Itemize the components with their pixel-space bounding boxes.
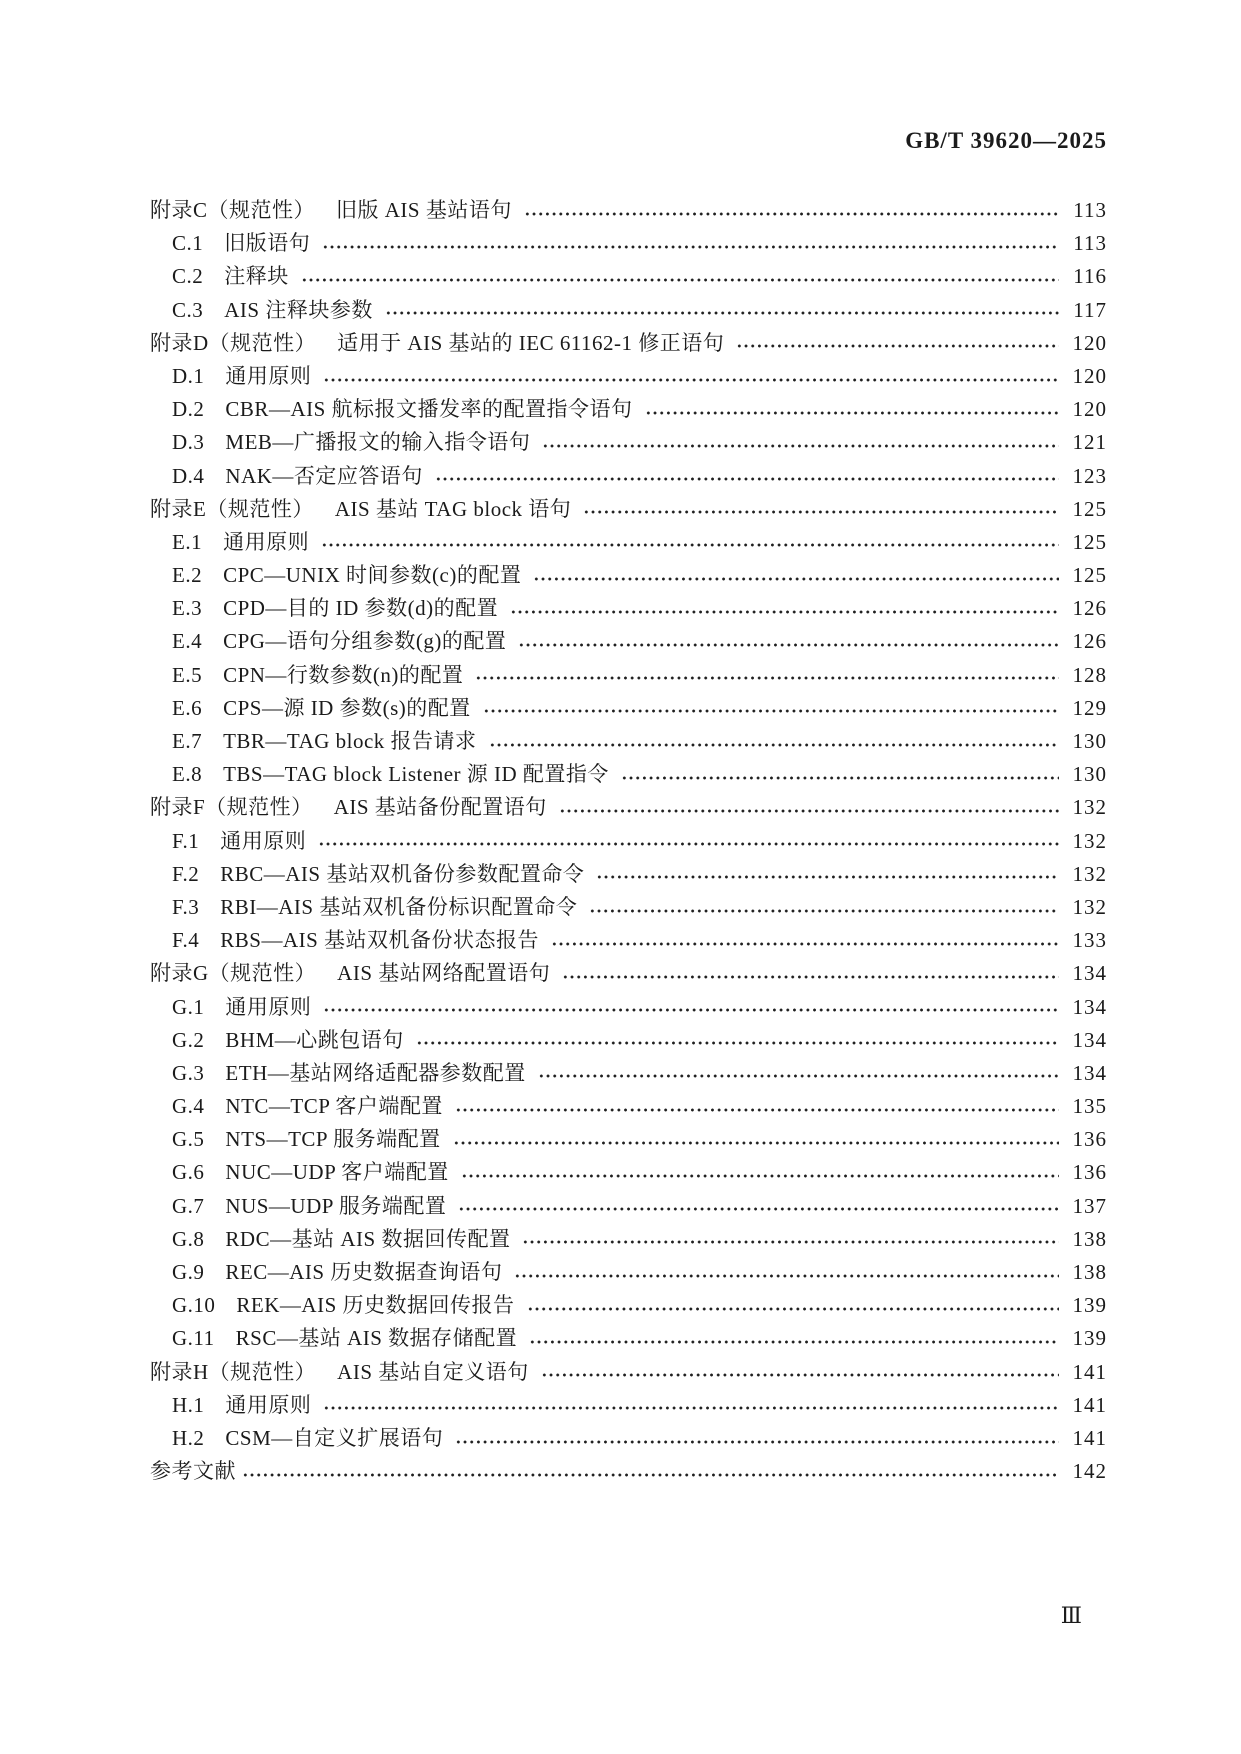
toc-entry-page: 125: [1072, 496, 1107, 521]
toc-entry-page: 139: [1072, 1293, 1107, 1318]
toc-entry-number: C.1: [172, 231, 204, 256]
toc-entry-title: AIS 注释块参数: [224, 297, 373, 322]
dot-leader: [538, 1072, 1059, 1080]
toc-entry: [150, 1356, 1107, 1389]
toc-entry-title: 通用原则: [225, 994, 312, 1019]
toc-entry-page: 126: [1072, 629, 1107, 654]
toc-entry: [150, 227, 1107, 260]
toc-entry: [150, 957, 1107, 990]
toc-entry-title: AIS 基站网络配置语句: [337, 961, 551, 986]
toc-entry: [150, 1455, 1107, 1488]
toc-entry-number: 附录F（规范性）: [150, 795, 313, 820]
toc-entry-page: 113: [1073, 231, 1107, 256]
dot-leader: [458, 1205, 1059, 1213]
toc-entry: [150, 1057, 1107, 1090]
toc-entry-number: D.4: [172, 463, 205, 488]
dot-leader: [301, 276, 1059, 284]
toc-entry-title: RBI—AIS 基站双机备份标识配置命令: [220, 894, 578, 919]
toc-entry-number: E.2: [172, 563, 203, 588]
toc-entry-number: F.1: [172, 828, 200, 853]
toc-entry: [150, 393, 1107, 426]
toc-entry-page: 134: [1072, 994, 1107, 1019]
dot-leader: [514, 1272, 1059, 1280]
dot-leader: [322, 243, 1059, 251]
toc-entry-page: 132: [1072, 894, 1107, 919]
toc-entry-number: G.11: [172, 1326, 215, 1351]
toc-entry-title: REK—AIS 历史数据回传报告: [236, 1293, 515, 1318]
toc-entry-title: CPG—语句分组参数(g)的配置: [223, 629, 507, 654]
toc-entry-page: 141: [1072, 1392, 1107, 1417]
toc-entry: [150, 858, 1107, 891]
toc-entry-number: E.3: [172, 596, 203, 621]
toc-entry-title: 注释块: [224, 264, 289, 289]
toc-entry: [150, 1422, 1107, 1455]
toc-entry-page: 135: [1072, 1094, 1107, 1119]
toc-entry: [150, 1289, 1107, 1322]
toc-entry-page: 132: [1072, 795, 1107, 820]
toc-entry-title: MEB—广播报文的输入指令语句: [225, 430, 531, 455]
toc-entry-page: 126: [1072, 596, 1107, 621]
dot-leader: [323, 1006, 1059, 1014]
toc-entry-title: RDC—基站 AIS 数据回传配置: [225, 1226, 511, 1251]
dot-leader: [518, 641, 1059, 649]
toc-entry-page: 133: [1072, 928, 1107, 953]
dot-leader: [489, 741, 1059, 749]
dot-leader: [483, 707, 1059, 715]
toc-entry-page: 136: [1072, 1160, 1107, 1185]
toc-entry: [150, 526, 1107, 559]
toc-entry: [150, 924, 1107, 957]
toc-entry-title: AIS 基站备份配置语句: [333, 795, 547, 820]
toc-entry: [150, 991, 1107, 1024]
toc-entry-page: 141: [1072, 1425, 1107, 1450]
dot-leader: [589, 907, 1059, 915]
toc-entry: [150, 559, 1107, 592]
toc-entry-number: G.3: [172, 1060, 205, 1085]
toc-entry-page: 123: [1072, 463, 1107, 488]
toc-entry: [150, 1123, 1107, 1156]
toc-entry-title: 适用于 AIS 基站的 IEC 61162-1 修正语句: [337, 330, 725, 355]
toc-entry-title: 通用原则: [225, 1392, 312, 1417]
toc-entry-title: RSC—基站 AIS 数据存储配置: [235, 1326, 518, 1351]
toc-entry-title: 旧版语句: [224, 231, 311, 256]
toc-entry: [150, 1190, 1107, 1223]
toc-entry-title: RBC—AIS 基站双机备份参数配置命令: [220, 861, 585, 886]
toc-entry-page: 130: [1072, 729, 1107, 753]
toc-entry-page: 132: [1072, 828, 1107, 853]
toc-entry: [150, 625, 1107, 658]
dot-leader: [562, 973, 1059, 981]
toc-entry-title: ETH—基站网络适配器参数配置: [225, 1060, 526, 1085]
toc-entry-title: CBR—AIS 航标报文播发率的配置指令语句: [225, 397, 633, 422]
dot-leader: [541, 1371, 1059, 1379]
toc-entry-page: 142: [1072, 1459, 1107, 1484]
dot-leader: [533, 575, 1059, 583]
toc-entry-page: 120: [1072, 363, 1107, 388]
toc-entry: [150, 758, 1107, 791]
toc-entry-page: 136: [1072, 1127, 1107, 1152]
dot-leader: [321, 541, 1059, 549]
dot-leader: [583, 508, 1059, 516]
dot-leader: [416, 1039, 1059, 1047]
toc-entry-number: C.2: [172, 264, 204, 289]
toc-entry-number: C.3: [172, 297, 204, 322]
toc-entry-page: 141: [1072, 1359, 1107, 1384]
toc-entry-number: G.1: [172, 994, 205, 1019]
toc-entry: [150, 825, 1107, 858]
toc-entry-page: 113: [1073, 198, 1107, 222]
dot-leader: [455, 1106, 1059, 1114]
toc-entry-page: 128: [1072, 662, 1107, 687]
toc-entry-number: E.1: [172, 529, 203, 554]
toc-entry-number: E.6: [172, 695, 203, 720]
dot-leader: [524, 210, 1059, 218]
toc-entry-number: G.4: [172, 1094, 205, 1119]
toc-entry-number: G.9: [172, 1260, 205, 1284]
toc-entry-number: 附录G（规范性）: [150, 961, 317, 986]
toc-entry-title: NTC—TCP 客户端配置: [225, 1094, 443, 1119]
toc-entry-title: 通用原则: [225, 363, 312, 388]
toc-entry-number: E.4: [172, 629, 203, 654]
toc-entry-title: CPC—UNIX 时间参数(c)的配置: [223, 563, 522, 588]
toc-entry-page: 116: [1073, 264, 1107, 289]
dot-leader: [551, 940, 1059, 948]
toc-entry-title: NTS—TCP 服务端配置: [225, 1127, 441, 1152]
toc-entry-number: 附录H（规范性）: [150, 1359, 317, 1384]
dot-leader: [242, 1471, 1059, 1479]
toc-entry-number: G.5: [172, 1127, 205, 1152]
toc-entry-number: H.2: [172, 1425, 205, 1450]
dot-leader: [596, 873, 1059, 881]
toc-entry-title: RBS—AIS 基站双机备份状态报告: [220, 928, 540, 953]
standard-code-header: GB/T 39620—2025: [905, 128, 1107, 153]
toc-entry-page: 134: [1072, 1027, 1107, 1052]
toc-entry-page: 120: [1072, 330, 1107, 355]
dot-leader: [435, 475, 1059, 483]
dot-leader: [510, 608, 1059, 616]
dot-leader: [323, 376, 1059, 384]
toc-entry-title: CPD—目的 ID 参数(d)的配置: [223, 596, 499, 621]
toc-entry-number: F.3: [172, 894, 200, 919]
toc-entry-number: G.2: [172, 1027, 205, 1052]
toc-entry-title: NUS—UDP 服务端配置: [225, 1193, 447, 1218]
toc-list: [150, 194, 1107, 1488]
dot-leader: [621, 774, 1059, 782]
toc-entry-title: TBR—TAG block 报告请求: [223, 729, 477, 753]
dot-leader: [529, 1338, 1059, 1346]
toc-entry-title: CPN—行数参数(n)的配置: [223, 662, 464, 687]
toc-entry-number: F.4: [172, 928, 200, 953]
toc-entry-number: 附录D（规范性）: [150, 330, 317, 355]
toc-entry: [150, 791, 1107, 824]
dot-leader: [542, 442, 1059, 450]
toc-entry: [150, 725, 1107, 758]
toc-entry-page: 132: [1072, 861, 1107, 886]
toc-entry-page: 137: [1072, 1193, 1107, 1218]
page-number-folio: Ⅲ: [1060, 1604, 1082, 1629]
toc-entry-number: 附录E（规范性）: [150, 496, 314, 521]
toc-entry: [150, 260, 1107, 293]
dot-leader: [323, 1404, 1059, 1412]
toc-entry-page: 134: [1072, 961, 1107, 986]
toc-entry: [150, 294, 1107, 327]
toc-entry-page: 139: [1072, 1326, 1107, 1351]
dot-leader: [645, 409, 1059, 417]
toc-entry-number: D.2: [172, 397, 205, 422]
toc-entry-page: 117: [1073, 297, 1107, 322]
toc-entry-number: E.7: [172, 729, 203, 753]
toc-entry-page: 138: [1072, 1260, 1107, 1284]
toc-entry-title: NAK—否定应答语句: [225, 463, 423, 488]
toc-entry: [150, 1090, 1107, 1123]
toc-entry: [150, 360, 1107, 393]
toc-entry: [150, 1389, 1107, 1422]
dot-leader: [475, 674, 1059, 682]
toc-entry-title: 旧版 AIS 基站语句: [336, 198, 512, 222]
toc-entry-title: CSM—自定义扩展语句: [225, 1425, 444, 1450]
toc-entry: [150, 493, 1107, 526]
toc-entry: [150, 692, 1107, 725]
toc-entry-title: 参考文献: [150, 1459, 236, 1484]
toc-entry: [150, 1322, 1107, 1355]
toc-entry-number: G.8: [172, 1226, 205, 1251]
toc-entry: [150, 327, 1107, 360]
toc-entry-title: NUC—UDP 客户端配置: [225, 1160, 449, 1185]
toc-entry-page: 121: [1072, 430, 1107, 455]
toc-entry-title: BHM—心跳包语句: [225, 1027, 404, 1052]
dot-leader: [453, 1139, 1059, 1147]
dot-leader: [736, 342, 1059, 350]
dot-leader: [385, 309, 1059, 317]
toc-entry-page: 130: [1072, 762, 1107, 787]
toc-entry-title: AIS 基站自定义语句: [337, 1359, 529, 1384]
toc-entry: [150, 1156, 1107, 1189]
toc-entry-title: TBS—TAG block Listener 源 ID 配置指令: [223, 762, 609, 787]
toc-entry-number: G.7: [172, 1193, 205, 1218]
toc-entry-title: CPS—源 ID 参数(s)的配置: [223, 695, 471, 720]
toc-entry: [150, 592, 1107, 625]
toc-entry-title: 通用原则: [220, 828, 307, 853]
toc-entry-number: G.10: [172, 1293, 216, 1318]
toc-entry-page: 129: [1072, 695, 1107, 720]
toc-entry: [150, 1256, 1107, 1289]
toc-entry-number: G.6: [172, 1160, 205, 1185]
dot-leader: [559, 807, 1059, 815]
toc-entry-page: 125: [1072, 529, 1107, 554]
toc-entry-page: 138: [1072, 1226, 1107, 1251]
toc-entry-title: AIS 基站 TAG block 语句: [334, 496, 572, 521]
toc-entry-page: 125: [1072, 563, 1107, 588]
toc-entry-page: 120: [1072, 397, 1107, 422]
toc-entry-number: E.5: [172, 662, 203, 687]
dot-leader: [318, 840, 1059, 848]
toc-entry-number: D.3: [172, 430, 205, 455]
toc-entry: [150, 426, 1107, 459]
toc-entry: [150, 891, 1107, 924]
toc-entry-number: H.1: [172, 1392, 205, 1417]
dot-leader: [461, 1172, 1059, 1180]
toc-entry: [150, 460, 1107, 493]
toc-entry-number: D.1: [172, 363, 205, 388]
toc-entry: [150, 1024, 1107, 1057]
toc-entry: [150, 1223, 1107, 1256]
toc-entry-number: F.2: [172, 861, 200, 886]
toc-entry-page: 134: [1072, 1060, 1107, 1085]
dot-leader: [522, 1238, 1059, 1246]
toc-entry-number: 附录C（规范性）: [150, 198, 316, 222]
dot-leader: [455, 1438, 1059, 1446]
toc-entry-title: REC—AIS 历史数据查询语句: [225, 1260, 503, 1284]
toc-entry: [150, 659, 1107, 692]
toc-entry-number: E.8: [172, 762, 203, 787]
toc-entry-title: 通用原则: [223, 529, 310, 554]
dot-leader: [527, 1305, 1059, 1313]
toc-entry: [150, 194, 1107, 227]
